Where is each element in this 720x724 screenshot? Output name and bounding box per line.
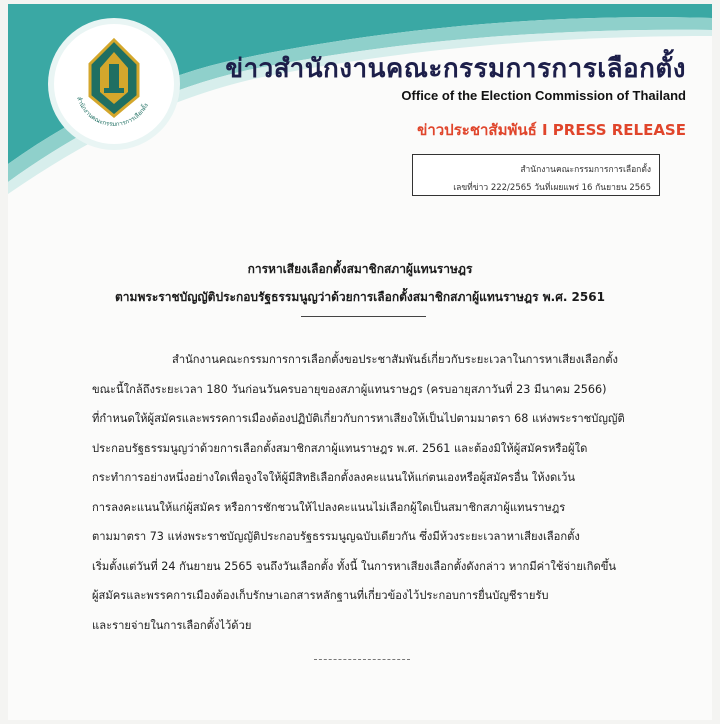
news-info-box <box>412 154 660 196</box>
body-line-8: เริ่มตั้งแต่วันที่ 24 กันยายน 2565 จนถึงวันเลือกตั้ง ทั้งนี้ ในการหาเสียงเลือกตั้งดังกล่าว หากมีค่าใช้จ่ายเกิดขึ้น <box>92 560 617 573</box>
info-office-name: สำนักงานคณะกรรมการการเลือกตั้ง <box>520 165 651 175</box>
body-line-1: สำนักงานคณะกรรมการการเลือกตั้งขอประชาสัมพันธ์เกี่ยวกับระยะเวลาในการหาเสียงเลือกตั้ง <box>172 353 618 366</box>
press-release-page <box>8 4 712 720</box>
office-title-english: Office of the Election Commission of Thailand <box>401 88 686 103</box>
body-line-2: ขณะนี้ใกล้ถึงระยะเวลา 180 วันก่อนวันครบอายุของสภาผู้แทนราษฎร (ครบอายุสภาวันที่ 23 มีนาคม 2566) <box>92 383 607 396</box>
end-dashed-line <box>314 659 410 660</box>
body-line-10: และรายจ่ายในการเลือกตั้งไว้ด้วย <box>92 619 252 632</box>
body-line-6: การลงคะแนนให้แก่ผู้สมัคร หรือการชักชวนให้ไปลงคะแนนไม่เลือกผู้ใดเป็นสมาชิกสภาผู้แทนราษฎร <box>92 501 566 514</box>
logo-caption: สำนักงานคณะกรรมการการเลือกตั้ง <box>75 95 150 129</box>
ect-emblem-icon <box>54 24 174 144</box>
body-line-9: ผู้สมัครและพรรคการเมืองต้องเก็บรักษาเอกสารหลักฐานที่เกี่ยวข้องไว้ประกอบการยื่นบัญชีรายรับ <box>92 589 549 602</box>
ect-logo <box>54 24 174 144</box>
body-line-3: ที่กำหนดให้ผู้สมัครและพรรคการเมืองต้องปฏิบัติเกี่ยวกับการหาเสียงให้เป็นไปตามมาตรา 68 แห่งพระราชบัญญัติ <box>92 412 625 425</box>
release-heading-line-1: การหาเสียงเลือกตั้งสมาชิกสภาผู้แทนราษฎร <box>247 262 473 276</box>
body-line-5: กระทำการอย่างหนึ่งอย่างใดเพื่อจูงใจให้ผู้มีสิทธิเลือกตั้งลงคะแนนให้แก่ตนเองหรือผู้สมัครอื่น ให้งดเว้น <box>92 471 576 484</box>
heading-underline <box>301 316 426 317</box>
office-title-thai: ข่าวสำนักงานคณะกรรมการการเลือกตั้ง <box>225 54 686 84</box>
body-line-7: ตามมาตรา 73 แห่งพระราชบัญญัติประกอบรัฐธรรมนูญฉบับเดียวกัน ซึ่งมีห้วงระยะเวลาหาเสียงเลือกตั้ง <box>92 530 580 543</box>
press-release-label: ข่าวประชาสัมพันธ์ I PRESS RELEASE <box>417 121 686 139</box>
body-line-4: ประกอบรัฐธรรมนูญว่าด้วยการเลือกตั้งสมาชิกสภาผู้แทนราษฎร พ.ศ. 2561 และต้องมิให้ผู้สมัครหรือผู้ใด <box>92 442 588 455</box>
release-heading-line-2: ตามพระราชบัญญัติประกอบรัฐธรรมนูญว่าด้วยการเลือกตั้งสมาชิกสภาผู้แทนราษฎร พ.ศ. 2561 <box>115 290 605 304</box>
info-news-number-date: เลขที่ข่าว 222/2565 วันที่เผยแพร่ 16 กันยายน 2565 <box>453 183 651 193</box>
